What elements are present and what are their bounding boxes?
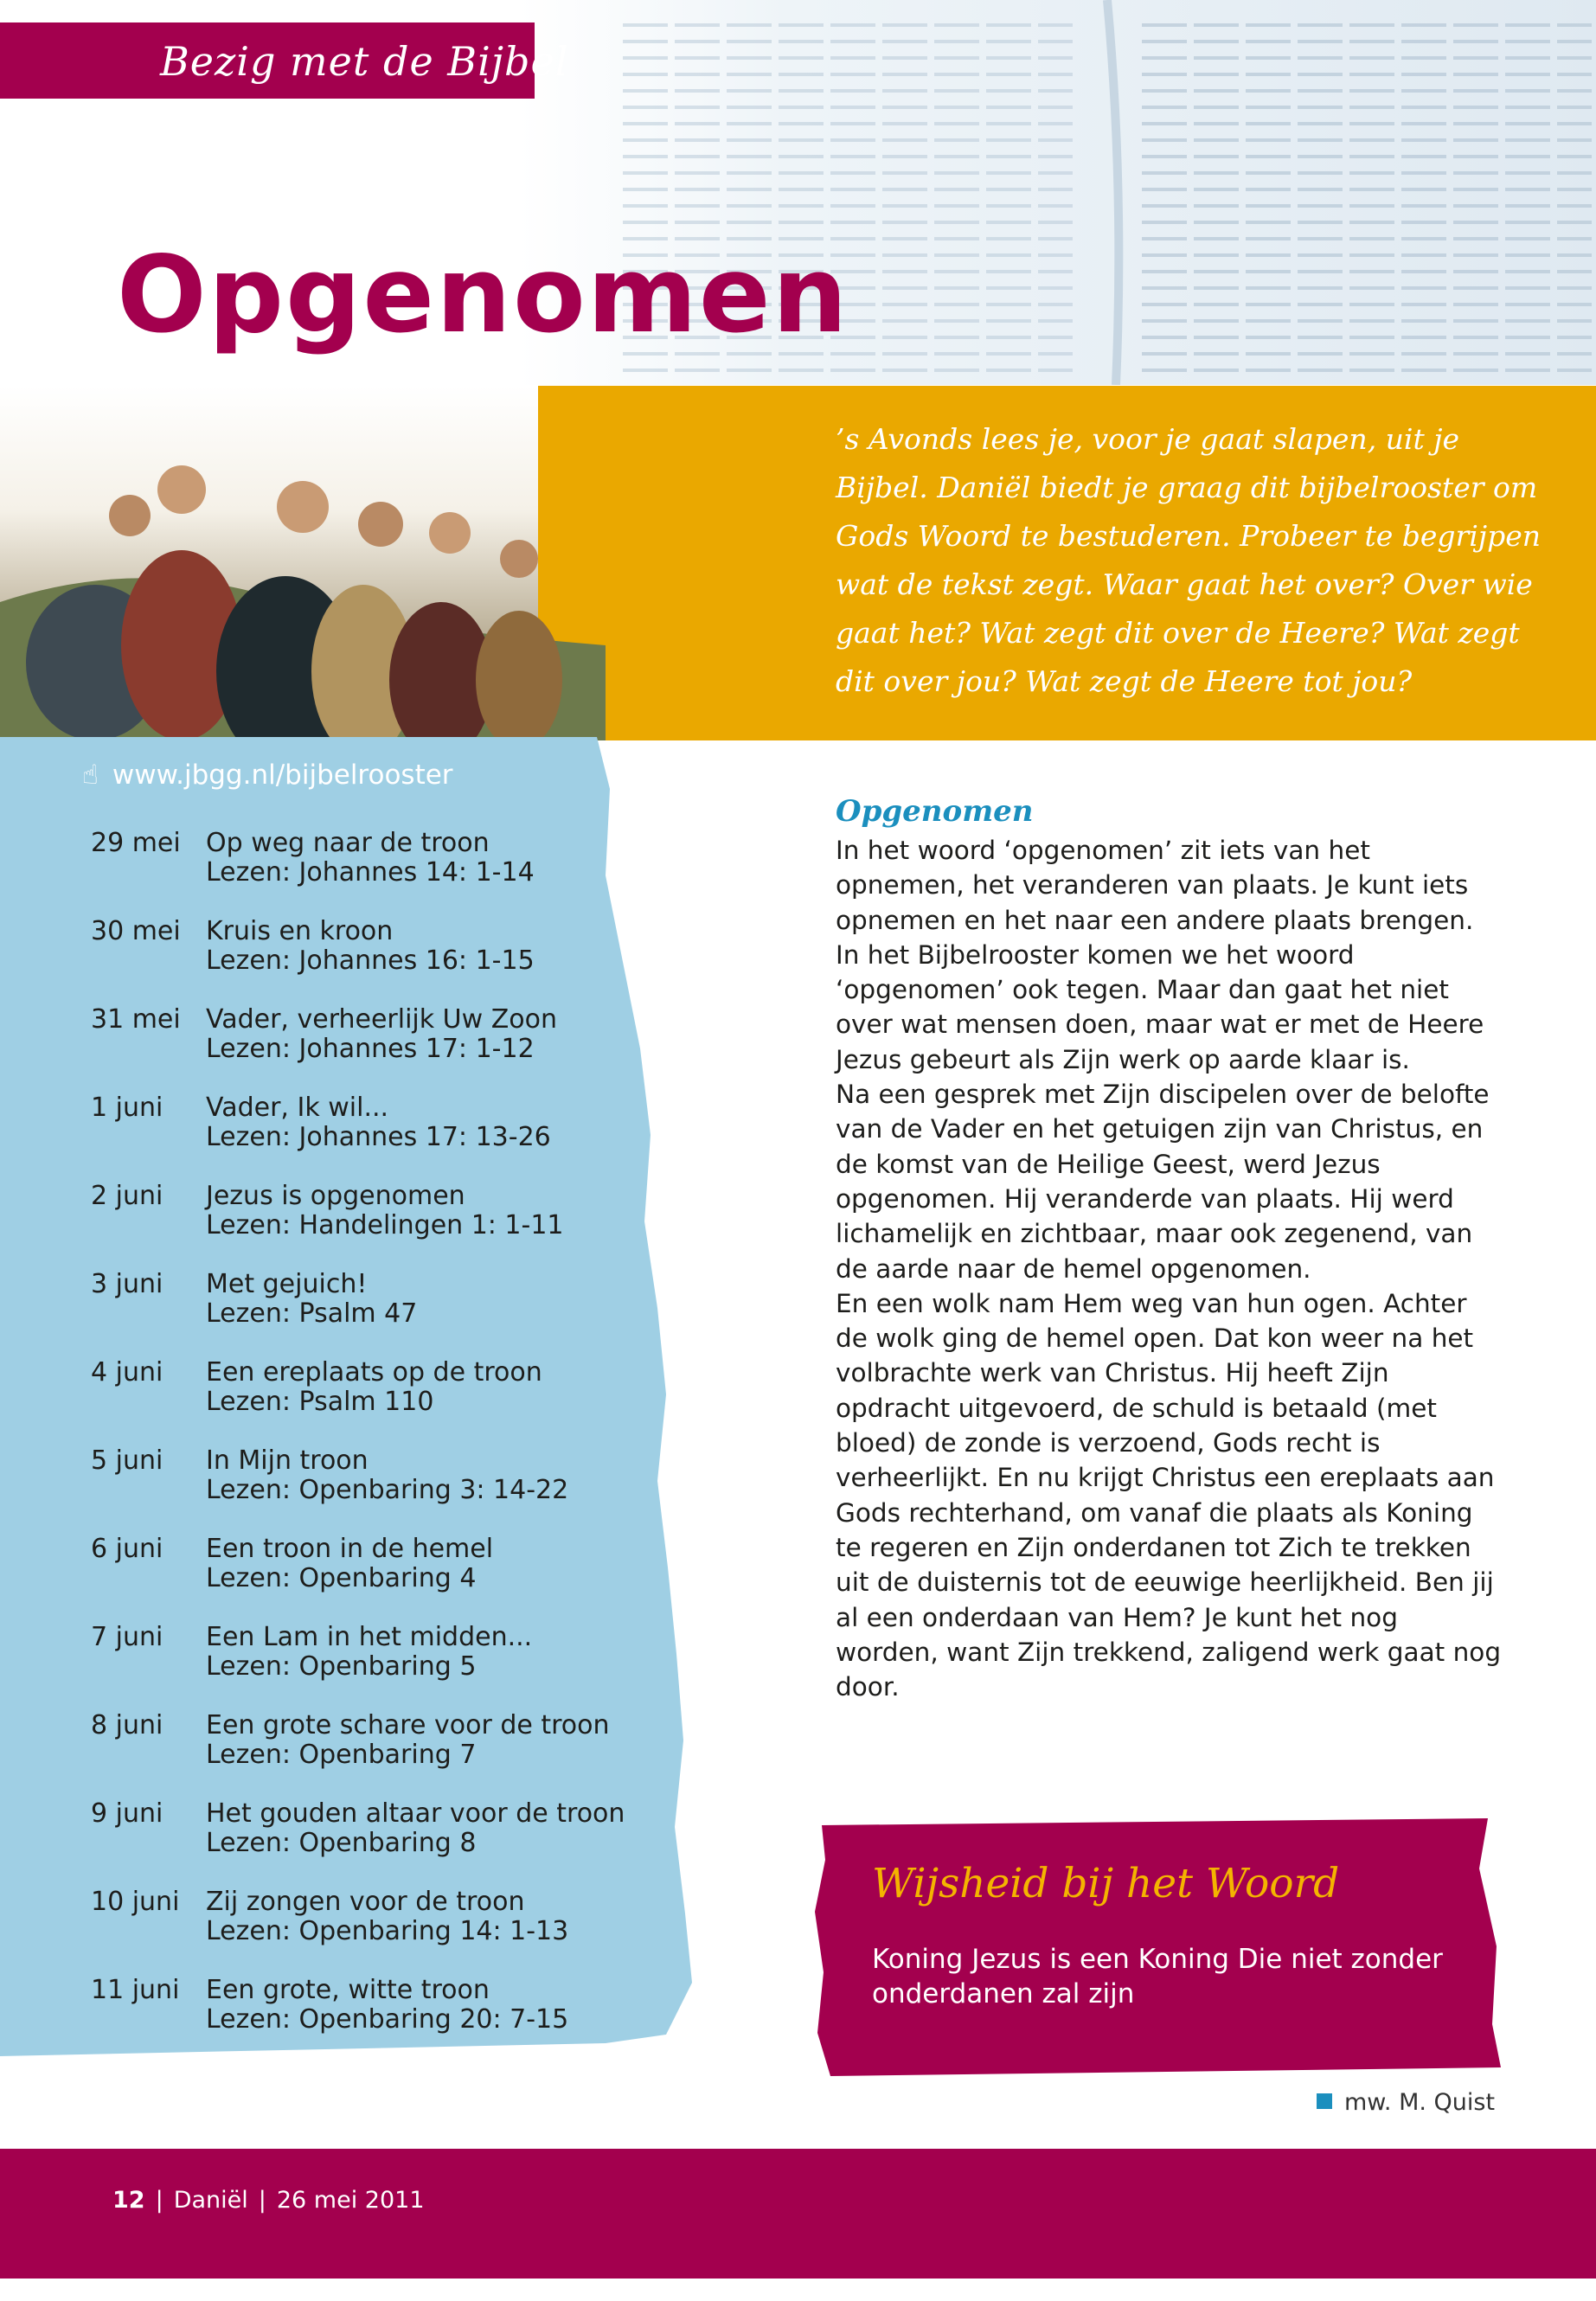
- author-name: mw. M. Quist: [1344, 2089, 1496, 2116]
- schedule-theme: In Mijn troon: [206, 1445, 369, 1476]
- schedule-theme: Een ereplaats op de troon: [206, 1357, 542, 1388]
- article-heading: Opgenomen: [836, 794, 1034, 829]
- footer-divider: |: [258, 2187, 266, 2214]
- schedule-date: 9 juni: [91, 1798, 163, 1829]
- schedule-theme: Een grote, witte troon: [206, 1975, 490, 2005]
- schedule-date: 4 juni: [91, 1357, 163, 1388]
- schedule-theme: Kruis en kroon: [206, 916, 394, 946]
- schedule-theme: Het gouden altaar voor de troon: [206, 1798, 625, 1829]
- schedule-reading: Lezen: Johannes 17: 1-12: [206, 1034, 535, 1064]
- article-paragraph: In het Bijbelrooster komen we het woord ‘opgenomen’ ook tegen. Maar dan gaat het niet over wat mensen doen, maar wat er met de Heere Jezus gebeurt als Zijn werk op aarde klaar is.: [836, 939, 1484, 1074]
- schedule-theme: Zij zongen voor de troon: [206, 1887, 525, 1917]
- link-url: www.jbgg.nl/bijbelrooster: [112, 760, 453, 791]
- schedule-theme: Vader, Ik wil...: [206, 1093, 389, 1123]
- schedule-date: 5 juni: [91, 1445, 163, 1476]
- issue-date: 26 mei 2011: [276, 2187, 425, 2214]
- schedule-theme: Vader, verheerlijk Uw Zoon: [206, 1004, 557, 1035]
- article-paragraph: Na een gesprek met Zijn discipelen over de belofte van de Vader en het getuigen zijn van Christus, en de komst van de Heilige Geest, werd Jezus opgenomen. Hij veranderde van plaats. Hij werd lichamelijk en zichtbaar, maar ook zegenend, van de aarde naar de hemel opgenomen.: [836, 1080, 1490, 1284]
- schedule-date: 30 mei: [91, 916, 181, 946]
- article-body: [836, 833, 1502, 1704]
- author-credit: [1317, 2089, 1495, 2116]
- schedule-reading: Lezen: Handelingen 1: 1-11: [206, 1210, 564, 1240]
- schedule-theme: Een Lam in het midden...: [206, 1622, 533, 1652]
- schedule-theme: Op weg naar de troon: [206, 828, 490, 858]
- schedule-date: 29 mei: [91, 828, 181, 858]
- schedule-date: 1 juni: [91, 1093, 163, 1123]
- article-paragraph: En een wolk nam Hem weg van hun ogen. Achter de wolk ging de hemel open. Dat kon weer na het volbrachte werk van Christus. Hij heeft Zijn opdracht uitgevoerd, de schuld is betaald (met bloed) de zonde is verzoend, Gods recht is verheerlijkt. En nu krijgt Christus een ereplaats aan Gods rechterhand, om vanaf die plaats als Koning te regeren en Zijn onderdanen tot Zich te trekken uit de duisternis tot de eeuwige heerlijkheid. Ben jij al een onderdaan van Hem? Je kunt het nog worden, want Zijn trekkend, zaligend werk gaat nog door.: [836, 1288, 1502, 1702]
- footer-info: [112, 2187, 425, 2214]
- mouse-pointer-icon: ☝: [82, 760, 99, 791]
- schedule-date: 3 juni: [91, 1269, 163, 1299]
- schedule-date: 2 juni: [91, 1181, 163, 1211]
- schedule-reading: Lezen: Psalm 110: [206, 1387, 434, 1417]
- wisdom-text: Koning Jezus is een Koning Die niet zonder onderdanen zal zijn: [872, 1944, 1443, 2009]
- schedule-date: 11 juni: [91, 1975, 180, 2005]
- schedule-reading: Lezen: Openbaring 8: [206, 1828, 477, 1858]
- schedule-reading: Lezen: Openbaring 5: [206, 1651, 477, 1682]
- schedule-reading: Lezen: Johannes 17: 13-26: [206, 1122, 551, 1152]
- section-tab: [0, 22, 569, 99]
- schedule-theme: Een grote schare voor de troon: [206, 1710, 610, 1740]
- schedule-theme: Jezus is opgenomen: [206, 1181, 465, 1211]
- page-title: Opgenomen: [117, 234, 849, 356]
- schedule-reading: Lezen: Johannes 16: 1-15: [206, 945, 535, 976]
- schedule-date: 10 juni: [91, 1887, 180, 1917]
- intro-text: ’s Avonds lees je, voor je gaat slapen, uit je Bijbel. Daniël biedt je graag dit bijbelrooster om Gods Woord te bestuderen. Probeer te begrijpen wat de tekst zegt. Waar gaat het over? Over wie gaat het? Wat zegt dit over de Heere? Wat zegt dit over jou? Wat zegt de Heere tot jou?: [836, 422, 1541, 698]
- schedule-reading: Lezen: Openbaring 14: 1-13: [206, 1916, 569, 1946]
- schedule-theme: Een troon in de hemel: [206, 1534, 494, 1564]
- schedule-reading: Lezen: Johannes 14: 1-14: [206, 857, 535, 888]
- schedule-reading: Lezen: Psalm 47: [206, 1298, 418, 1329]
- schedule-reading: Lezen: Openbaring 20: 7-15: [206, 2004, 569, 2035]
- schedule-theme: Met gejuich!: [206, 1269, 368, 1299]
- page-number: 12: [112, 2187, 145, 2214]
- schedule-date: 6 juni: [91, 1534, 163, 1564]
- schedule-reading: Lezen: Openbaring 3: 14-22: [206, 1475, 569, 1505]
- schedule-date: 7 juni: [91, 1622, 163, 1652]
- article-paragraph: In het woord ‘opgenomen’ zit iets van het opnemen, het veranderen van plaats. Je kunt iets opnemen en het naar een andere plaats brengen.: [836, 836, 1474, 935]
- magazine-name: Daniël: [173, 2187, 248, 2214]
- section-label: Bezig met de Bijbel: [160, 38, 569, 85]
- square-bullet-icon: [1317, 2093, 1332, 2109]
- schedule-reading: Lezen: Openbaring 4: [206, 1563, 477, 1593]
- schedule-date: 31 mei: [91, 1004, 181, 1035]
- footer-divider: |: [155, 2187, 163, 2214]
- bible-schedule-link[interactable]: [82, 760, 453, 791]
- wisdom-title: Wijsheid bij het Woord: [872, 1860, 1340, 1907]
- ascension-painting: [0, 386, 606, 740]
- schedule-date: 8 juni: [91, 1710, 163, 1740]
- footer-band: [0, 2149, 1596, 2279]
- schedule-reading: Lezen: Openbaring 7: [206, 1740, 477, 1770]
